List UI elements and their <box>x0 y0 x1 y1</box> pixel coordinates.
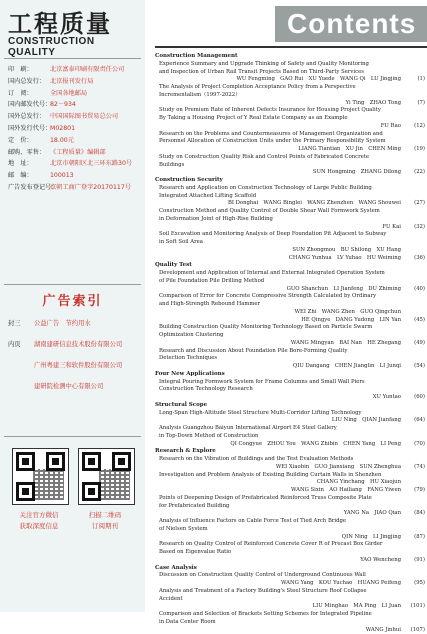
info-label: 地 址： <box>8 158 50 170</box>
ad-advertiser: 公益广告 节约用水 <box>34 318 91 327</box>
toc-article-title[interactable]: of Nielsen System <box>155 526 425 534</box>
toc-article-title[interactable]: Accident <box>155 596 425 604</box>
ad-page <box>8 360 34 369</box>
toc-article-title[interactable]: Research and Discussion About Foundation Pile Bore-Forming Quality <box>155 348 425 356</box>
info-value: 北京报刊发行局 <box>50 76 93 88</box>
toc-article-title[interactable]: Points of Deepening Design of Prefabricated Reinforced Truss Composite Plate <box>155 495 425 503</box>
toc-article-title[interactable]: Research on Quality Control of Reinforced Concrete Cover R of Precast Box Girder <box>155 541 425 549</box>
toc-authors: WEI Xiaobin GUO Jianxiang SUN Zhenghua <box>159 464 405 472</box>
toc-authors-row <box>155 286 425 294</box>
toc-authors: YANG Na JIAO Qian <box>159 510 405 518</box>
toc-page-number: (36) <box>405 255 425 263</box>
ad-item <box>8 381 143 390</box>
toc-authors: CHANG Yunhua LV Yuhao HU Weiming <box>159 255 405 263</box>
info-value: 《工程质量》编辑部 <box>50 147 106 159</box>
ad-item <box>8 339 143 348</box>
toc-section-heading: Four New Applications <box>155 371 425 379</box>
toc-page-number: (19) <box>405 146 425 154</box>
toc-authors-row <box>155 309 425 317</box>
toc-authors-row <box>155 200 425 208</box>
info-value: 北京市朝阳区北三环东路30号 <box>50 158 132 170</box>
info-row <box>8 88 143 100</box>
toc-authors: FU Rao <box>159 123 405 131</box>
toc-section-heading: Construction Management <box>155 53 425 61</box>
toc-authors-row <box>155 394 425 402</box>
toc-article-title[interactable]: The Analysis of Project Completion Acceptance Policy from a Perspective <box>155 84 425 92</box>
toc-page-number <box>405 309 425 317</box>
masthead-title-en: CONSTRUCTION QUALITY <box>8 36 145 58</box>
toc-authors: WANG Sixin AO Hailiang FANG Yiwen <box>159 487 405 495</box>
info-label: 国内邮发代号： <box>8 99 50 111</box>
wechat-qr-code[interactable] <box>12 448 69 505</box>
toc-section-heading: Case Analysis <box>155 565 425 573</box>
info-value: 100013 <box>50 170 74 182</box>
header-rule <box>155 46 427 48</box>
toc-authors: QIN Ning LI Jingjing <box>159 534 405 542</box>
toc-authors-row <box>155 247 425 255</box>
toc-authors: WANG Mingyan BAI Nan HE Zhegang <box>159 340 405 348</box>
toc-authors: LIU Ning QIAN Jianfang <box>159 417 405 425</box>
toc-authors-row <box>155 557 425 565</box>
toc-authors: WANG Jinhui <box>159 627 405 634</box>
subscribe-qr-code[interactable] <box>78 448 135 505</box>
toc-section-heading: Construction Security <box>155 177 425 185</box>
toc-page-number: (22) <box>405 169 425 177</box>
toc-article-title[interactable]: Discussion on Construction Quality Control of Underground Continuous Wall <box>155 572 425 580</box>
info-row <box>8 170 143 182</box>
toc-authors: FU Kai <box>159 224 405 232</box>
toc-page-number: (45) <box>405 317 425 325</box>
toc-article-title[interactable]: Detection Techniques <box>155 355 425 363</box>
toc-authors-row <box>155 479 425 487</box>
info-label: 广告发布登记号： <box>8 182 50 194</box>
toc-page-number: (95) <box>405 580 425 588</box>
toc-page-number: (54) <box>405 363 425 371</box>
toc-article-title[interactable]: in Soft Soil Area <box>155 239 425 247</box>
toc-authors-row <box>155 603 425 611</box>
info-value: 中国国际图书贸易总公司 <box>50 111 118 123</box>
ad-page <box>8 381 34 390</box>
toc-authors: BI Donghai WANG Binglei WANG Zhenzhen WANG Shouwei <box>159 200 405 208</box>
toc-article-title[interactable]: Development and Application of Internal and External Integrated Operation System <box>155 270 425 278</box>
masthead-title-cn: 工程质量 <box>8 4 112 39</box>
info-value: 82－934 <box>50 99 76 111</box>
info-label: 国外发行代号： <box>8 123 50 135</box>
toc-article-title[interactable]: Soil Excavation and Monitoring Analysis of Deep Foundation Pit Adjacent to Subway <box>155 231 425 239</box>
toc-article-title[interactable]: By Taking a Housing Project of Y Real Estate Company as an Example <box>155 115 425 123</box>
info-row <box>8 182 143 194</box>
ad-advertiser: 广州粤建三和软件股份有限公司 <box>34 360 122 369</box>
toc-authors: WEI Zhi WANG Zhen GUO Qingchun <box>159 309 405 317</box>
info-row <box>8 99 143 111</box>
toc-article-title[interactable]: Integrated Attached Lifting Scaffold <box>155 193 425 201</box>
info-value: 北京富泰印刷有限责任公司 <box>50 64 124 76</box>
info-row <box>8 135 143 147</box>
toc-article-title[interactable]: in Data Center Room <box>155 619 425 627</box>
toc-section-heading: Structural Scope <box>155 402 425 410</box>
info-label: 邮购、零售： <box>8 147 50 159</box>
ad-advertiser: 建研院检测中心有限公司 <box>34 381 103 390</box>
table-of-contents <box>155 53 425 634</box>
toc-authors-row <box>155 224 425 232</box>
toc-section-heading: Research & Explore <box>155 448 425 456</box>
toc-authors: SUN Hongming ZHANG Dilong <box>159 169 405 177</box>
toc-page-number: (101) <box>405 603 425 611</box>
toc-authors-row <box>155 627 425 634</box>
toc-article-title[interactable]: Experience Summary and Upgrade Thinking of Safety and Quality Monitoring <box>155 61 425 69</box>
ad-advertiser: 湖南建研信息技术股份有限公司 <box>34 339 122 348</box>
divider <box>4 284 141 285</box>
toc-article-title[interactable]: Construction Method and Quality Control of Double Shear Wall Formwork System <box>155 208 425 216</box>
toc-page-number: (27) <box>405 200 425 208</box>
toc-page-number <box>405 247 425 255</box>
info-value: 18.00元 <box>50 135 74 147</box>
toc-page-number: (107) <box>405 627 425 634</box>
toc-authors: QI Congyue ZHOU You WANG Zhibin CHEN Yang LI Peng <box>159 441 405 449</box>
info-row <box>8 147 143 159</box>
toc-article-title[interactable]: Analysis and Treatment of a Factory Building's Steel Structure Roof Collapse <box>155 588 425 596</box>
toc-article-title[interactable]: and Inspection of Urban Rail Transit Projects Based on Third-Party Services <box>155 69 425 77</box>
toc-authors: HE Qingye DANG Yudong LIN Yan <box>159 317 405 325</box>
toc-article-title[interactable]: Investigation and Problem Analysis of Existing Building Curtain Walls in Shenzhen <box>155 472 425 480</box>
toc-article-title[interactable]: Research and Application on Construction Technology of Large Public Building <box>155 185 425 193</box>
info-row <box>8 111 143 123</box>
toc-page-number: (74) <box>405 464 425 472</box>
toc-authors: WANG Yang KOU Yuchao HUANG Peifeng <box>159 580 405 588</box>
toc-article-title[interactable]: Research on the Vibration of Buildings and the Test Evaluation Methods <box>155 456 425 464</box>
ads-index-list <box>8 318 143 402</box>
qr-caption: 关注官方微信 获取深度信息 <box>9 510 69 532</box>
toc-page-number: (1) <box>405 76 425 84</box>
toc-page-number: (79) <box>405 487 425 495</box>
toc-article-title[interactable]: Integral Pouring Formwork System for Frame Columns and Small Wall Piers <box>155 379 425 387</box>
toc-page-number: (70) <box>405 441 425 449</box>
toc-authors: SUN Zhongmou BU Shilong XU Hang <box>159 247 405 255</box>
toc-authors-row <box>155 487 425 495</box>
toc-page-number: (12) <box>405 123 425 131</box>
toc-article-title[interactable]: Personnel Allocation of Construction Units under the Primary Responsibility System <box>155 138 425 146</box>
toc-authors-row <box>155 510 425 518</box>
toc-page-number: (84) <box>405 510 425 518</box>
toc-authors: XU Yuntao <box>159 394 405 402</box>
publication-info <box>8 64 143 194</box>
toc-page-number <box>405 479 425 487</box>
info-row <box>8 123 143 135</box>
toc-article-title[interactable]: Study on Premium Rate of Inherent Defects Insurance for Housing Project Quality <box>155 107 425 115</box>
toc-authors-row <box>155 534 425 542</box>
toc-authors-row <box>155 76 425 84</box>
toc-article-title[interactable]: of Pile Foundation Pile Drilling Method <box>155 278 425 286</box>
toc-authors: YAO Wencheng <box>159 557 405 565</box>
toc-article-title[interactable]: Analysis of Influence Factors on Cable Force Test of Tied Arch Bridge <box>155 518 425 526</box>
info-label: 印 刷： <box>8 64 50 76</box>
toc-article-title[interactable]: Long-Span High-Altitude Steel Structure Multi-Corridor Lifting Technology <box>155 410 425 418</box>
toc-authors: LIANG Tiantian XU Jin CHEN Ming <box>159 146 405 154</box>
toc-authors: CHANG Yinchang HU Xiaojun <box>159 479 405 487</box>
toc-authors: WU Fengming GAO Rui XU Yuede WANG Qi LU Jingjing <box>159 76 405 84</box>
toc-article-title[interactable]: Construction Technology Research <box>155 386 425 394</box>
info-value: 全国各地邮局 <box>50 88 87 100</box>
toc-article-title[interactable]: Study on Construction Quality Risk and Control Points of Fabricated Concrete <box>155 154 425 162</box>
toc-authors-row <box>155 417 425 425</box>
toc-article-title[interactable]: Research on the Problems and Countermeasures of Management Organization and <box>155 131 425 139</box>
toc-authors-row <box>155 441 425 449</box>
ad-page: 封三 <box>8 318 34 327</box>
toc-page-number: (49) <box>405 340 425 348</box>
toc-authors: LIU Minghao MA Ping LI Juan <box>159 603 405 611</box>
toc-article-title[interactable]: Buildings <box>155 162 425 170</box>
toc-article-title[interactable]: Analysis Guangzhou Baiyun International Airport E4 Steel Gallery <box>155 425 425 433</box>
info-label: 邮 编： <box>8 170 50 182</box>
toc-authors-row <box>155 340 425 348</box>
toc-article-title[interactable]: in Deformation Joint of High-Rise Building <box>155 216 425 224</box>
toc-authors-row <box>155 464 425 472</box>
ads-index-title: 广告索引 <box>0 290 145 309</box>
toc-authors-row <box>155 255 425 263</box>
toc-page-number: (40) <box>405 286 425 294</box>
toc-article-title[interactable]: Building Construction Quality Monitoring Technology Based on Particle Swarm <box>155 324 425 332</box>
ad-page: 内页 <box>8 339 34 348</box>
toc-article-title[interactable]: Optimization Clustering <box>155 332 425 340</box>
toc-page-number: (7) <box>405 100 425 108</box>
toc-article-title[interactable]: Comparison and Selection of Brackets Setting Schemes for Integrated Pipeline <box>155 611 425 619</box>
toc-section-heading: Quality Test <box>155 262 425 270</box>
toc-page-number: (32) <box>405 224 425 232</box>
info-label: 国外总发行： <box>8 111 50 123</box>
toc-authors: GUO Shanchun LI Jianfeng DU Zhiming <box>159 286 405 294</box>
toc-authors-row <box>155 169 425 177</box>
toc-article-title[interactable]: and High-Strength Rebound Hammer <box>155 301 425 309</box>
info-label: 定 价： <box>8 135 50 147</box>
qr-caption: 扫描二维码 订阅期刊 <box>75 510 135 532</box>
toc-page-number: (87) <box>405 534 425 542</box>
left-column <box>0 0 145 612</box>
toc-page-number: (64) <box>405 417 425 425</box>
toc-authors: Yi Ting ZHAO Tong <box>159 100 405 108</box>
toc-article-title[interactable]: in Top-Down Method of Construction <box>155 433 425 441</box>
toc-authors-row <box>155 100 425 108</box>
ad-item <box>8 318 143 327</box>
toc-article-title[interactable]: Incrementalism（1997-2022） <box>155 92 425 100</box>
toc-authors-row <box>155 580 425 588</box>
toc-page-number: (60) <box>405 394 425 402</box>
toc-article-title[interactable]: for Prefabricated Building <box>155 503 425 511</box>
info-value: 京朝工商广登字20170117号 <box>50 182 131 194</box>
info-row <box>8 64 143 76</box>
divider <box>4 58 141 59</box>
info-value: M02801 <box>50 123 75 135</box>
toc-article-title[interactable]: Based on Eigenvalue Ratio <box>155 549 425 557</box>
toc-authors-row <box>155 363 425 371</box>
info-label: 订 阅： <box>8 88 50 100</box>
toc-page-number: (91) <box>405 557 425 565</box>
toc-authors-row <box>155 317 425 325</box>
toc-authors-row <box>155 123 425 131</box>
toc-article-title[interactable]: Comparison of Error for Concrete Compressive Strength Calculated by Ordinary <box>155 293 425 301</box>
toc-authors: QIU Dangang CHEN Jianglin LI Junqi <box>159 363 405 371</box>
contents-title: Contents <box>275 6 427 42</box>
toc-authors-row <box>155 146 425 154</box>
contents-column <box>155 0 427 612</box>
ad-item <box>8 360 143 369</box>
divider <box>4 436 141 437</box>
info-label: 国内总发行： <box>8 76 50 88</box>
info-row <box>8 158 143 170</box>
info-row <box>8 76 143 88</box>
